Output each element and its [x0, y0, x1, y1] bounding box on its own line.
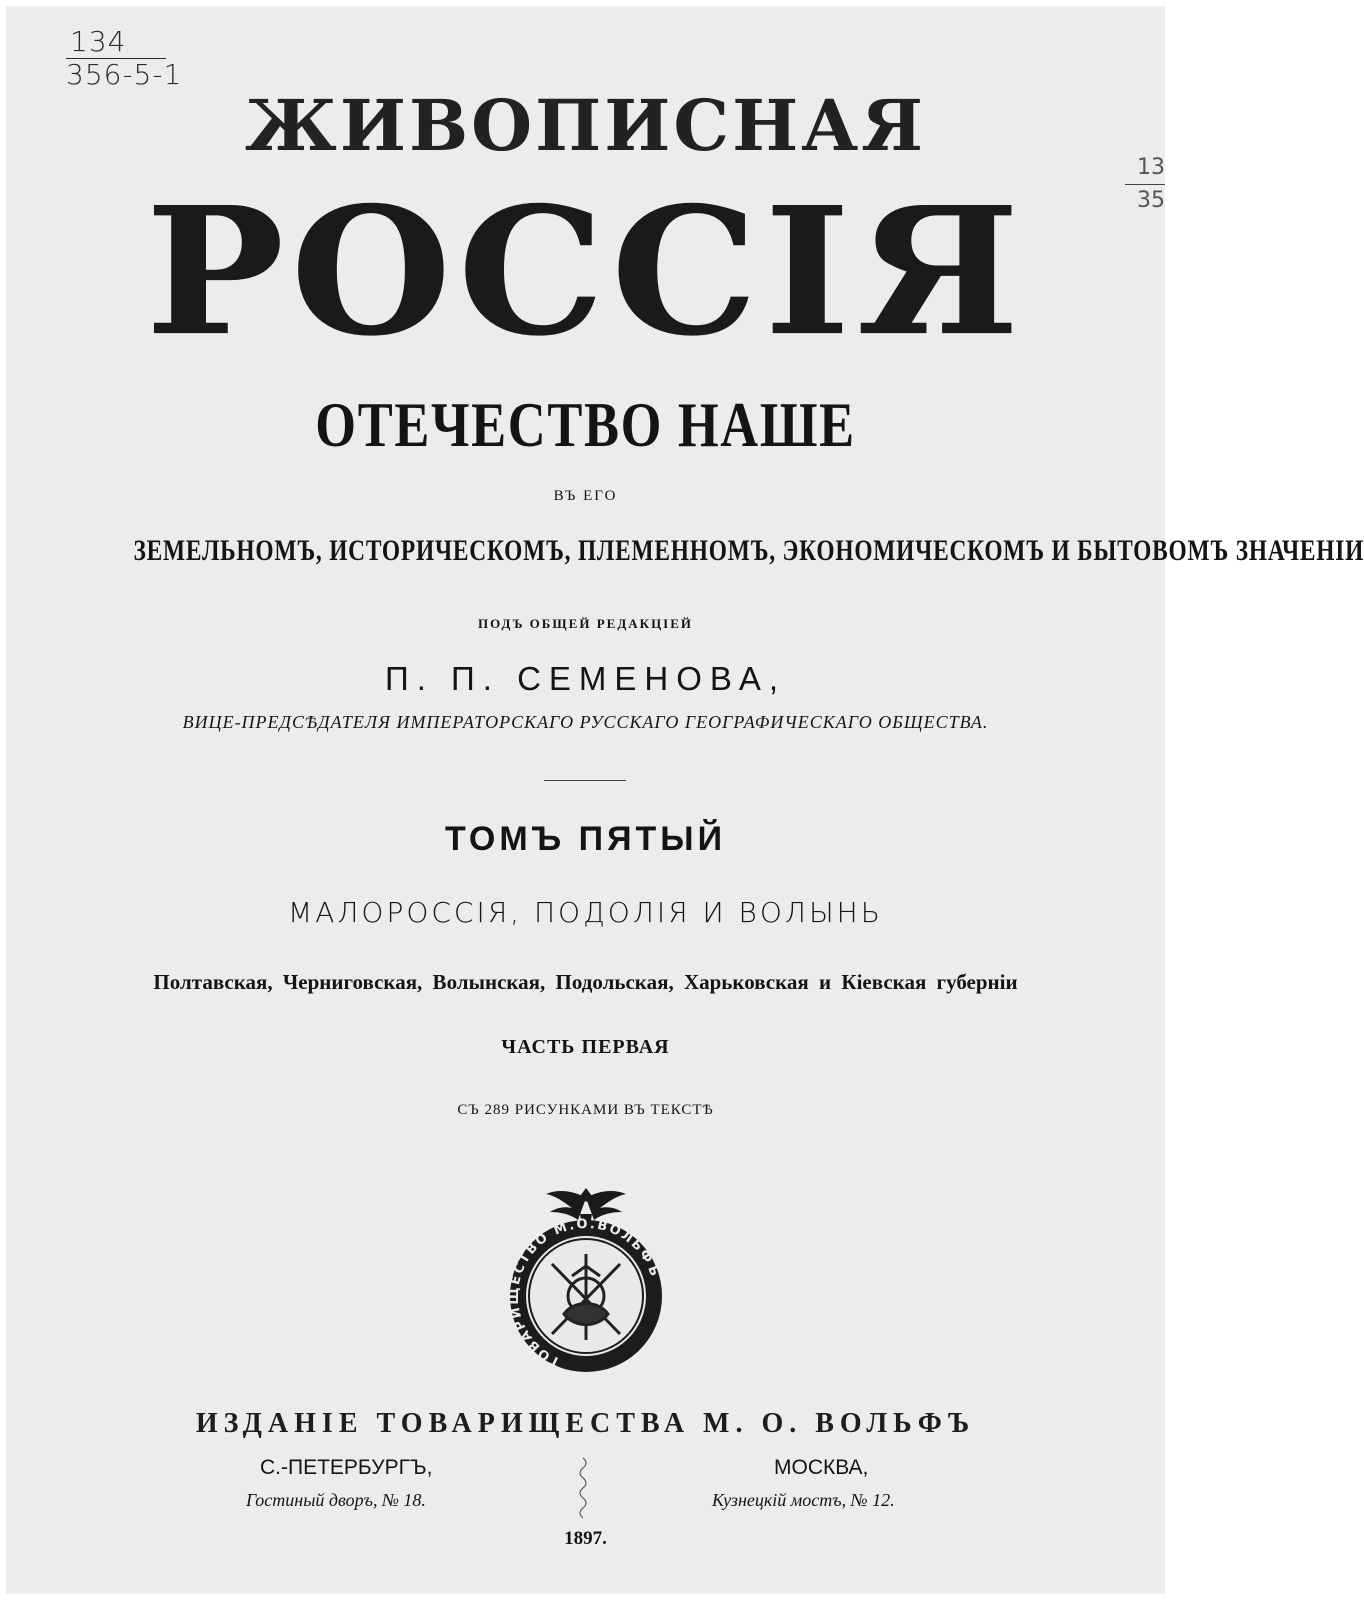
library-shelfmark [66, 26, 182, 91]
address-right: Кузнецкій мостъ, № 12. [712, 1490, 895, 1510]
title-line-1: ЖИВОПИСНАЯ [245, 84, 926, 167]
city-left: С.-ПЕТЕРБУРГЪ, [260, 1456, 433, 1479]
divider-rule [544, 780, 626, 781]
svg-text:ТОВАРИЩЕСТВО М.О.ВОЛЬФЪ [507, 1217, 663, 1369]
editor-title: ВИЦЕ-ПРЕДСѢДАТЕЛЯ ИМПЕРАТОРСКАГО РУССКАГО ГЕОГРАФИЧЕСКАГО ОБЩЕСТВА. [182, 712, 989, 732]
subtitle-intro: ВЪ ЕГО [553, 488, 618, 504]
editor-intro: ПОДЪ ОБЩЕЙ РЕДАКЦІЕЙ [477, 616, 694, 631]
volume-provinces: Полтавская, Черниговская, Волынская, Подольская, Харьковская и Кіевская губерніи [153, 970, 1018, 994]
city-right: МОСКВА, [774, 1456, 869, 1479]
wavy-divider [576, 1458, 590, 1518]
emblem-text-ring [502, 1184, 670, 1374]
volume-part: ЧАСТЬ ПЕРВАЯ [501, 1036, 670, 1058]
emblem-text: ТОВАРИЩЕСТВО М.О.ВОЛЬФЪ [506, 1216, 663, 1370]
publication-year: 1897. [564, 1528, 607, 1549]
title-page [6, 6, 1364, 1594]
title-line-3: ОТЕЧЕСТВО НАШЕ [315, 389, 856, 460]
shelfmark-bottom: 356-5-1 [66, 58, 183, 91]
margin-note-bottom: 35 [1137, 188, 1165, 213]
shelfmark-top: 134 [66, 26, 166, 59]
title-line-2: РОССІЯ [145, 167, 1026, 375]
subtitle-meanings: ЗЕМЕЛЬНОМЪ, ИСТОРИЧЕСКОМЪ, ПЛЕМЕННОМЪ, ЭКОНОМИЧЕСКОМЪ И БЫТОВОМЪ ЗНАЧЕНІИ [133, 534, 1364, 567]
publisher-line: ИЗДАНІЕ ТОВАРИЩЕСТВА М. О. ВОЛЬФЪ [195, 1408, 976, 1439]
volume-label: ТОМЪ ПЯТЫЙ [444, 820, 727, 858]
volume-region: МАЛОРОССІЯ, ПОДОЛІЯ И ВОЛЫНЬ [288, 896, 883, 929]
address-left: Гостиный дворъ, № 18. [246, 1490, 426, 1510]
editor-name: П. П. СЕМЕНОВА, [384, 660, 787, 697]
margin-note-top: 13 [1125, 152, 1165, 185]
volume-illustrations: СЪ 289 РИСУНКАМИ ВЪ ТЕКСТѢ [457, 1102, 714, 1118]
